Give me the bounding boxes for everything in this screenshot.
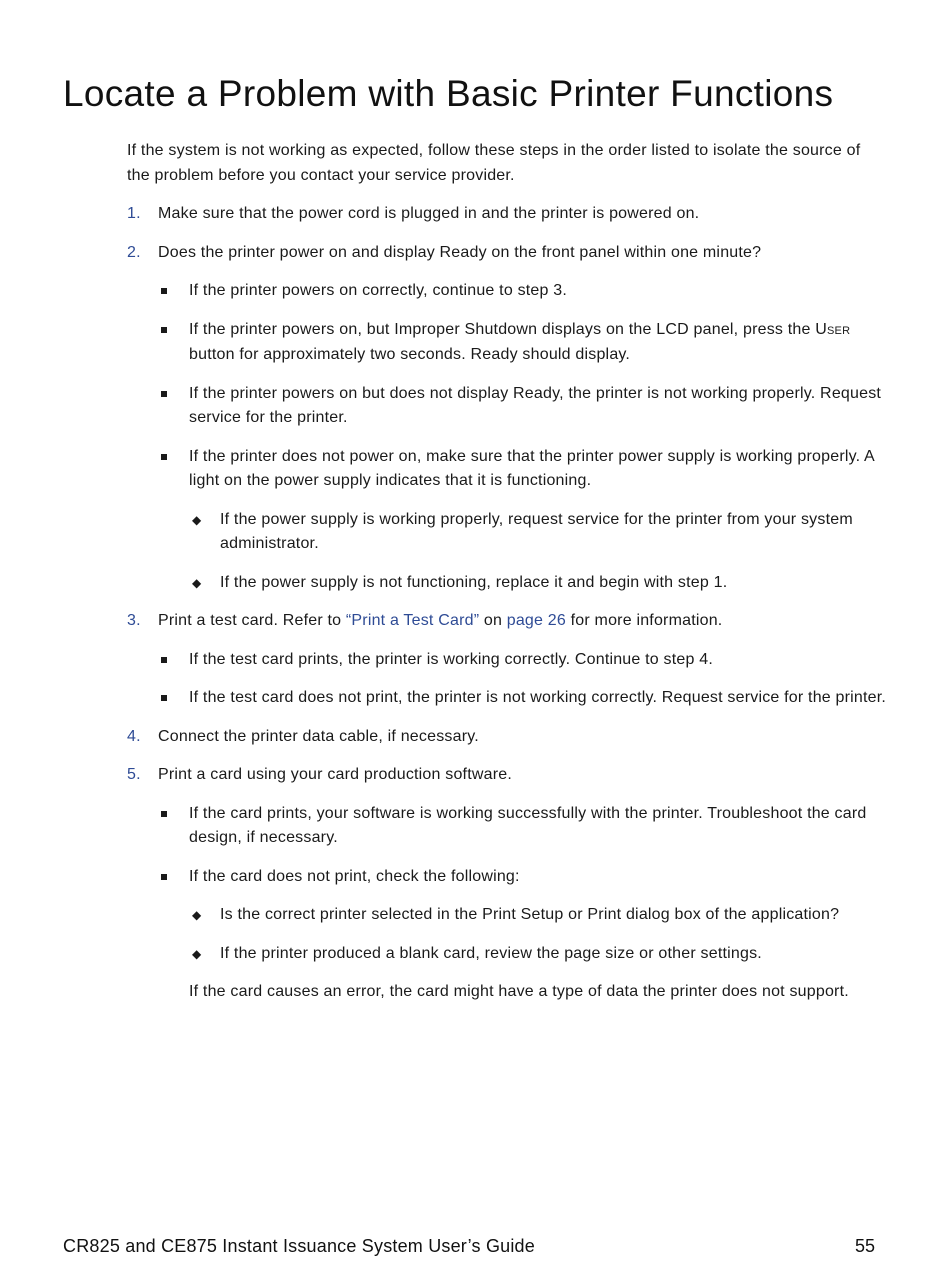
step-text: Connect the printer data cable, if necessary. xyxy=(158,727,479,745)
bullet-item xyxy=(158,802,887,851)
bullet-text: If the card does not print, check the following: xyxy=(189,867,520,885)
bullet-text: If the test card does not print, the printer is not working correctly. Request service for the printer. xyxy=(189,689,887,706)
subbullet-text: Is the correct printer selected in the Print Setup or Print dialog box of the application? xyxy=(220,906,840,923)
footer-document-title: CR825 and CE875 Instant Issuance System User’s Guide xyxy=(63,1236,535,1256)
square-bullet-icon xyxy=(161,695,167,701)
step-2-bullets xyxy=(158,279,887,595)
bullet-text xyxy=(189,321,850,364)
step-text xyxy=(158,612,722,629)
bullet-item xyxy=(158,865,887,1005)
step-text-part: on xyxy=(479,612,507,629)
bullet-text-part: If the printer powers on, but Improper Shutdown displays on the LCD panel, press the xyxy=(189,320,816,338)
subbullet-text: If the power supply is working properly, request service for the printer from your system administrator. xyxy=(220,510,853,552)
main-content xyxy=(127,139,887,1019)
square-bullet-icon xyxy=(161,327,167,333)
step-number: 3. xyxy=(127,612,141,629)
step-number: 4. xyxy=(127,727,141,745)
step-number: 2. xyxy=(127,243,141,261)
step-4 xyxy=(127,725,887,750)
subbullet-text: If the printer produced a blank card, review the page size or other settings. xyxy=(220,944,762,962)
diamond-bullet-icon: ◆ xyxy=(192,575,202,590)
bullet-item xyxy=(158,279,887,304)
bullet-item xyxy=(158,318,887,368)
bullet-text: If the printer does not power on, make sure that the printer power supply is working properly. A light on the power supply indicates that it is functioning. xyxy=(189,447,875,489)
subbullet-item xyxy=(189,508,887,557)
error-note: If the card causes an error, the card might have a type of data the printer does not support. xyxy=(189,983,849,1000)
square-bullet-icon xyxy=(161,811,167,817)
step-2 xyxy=(127,241,887,596)
step-5 xyxy=(127,763,887,1005)
card-check-subbullets xyxy=(189,903,887,966)
step-3-bullets xyxy=(158,648,887,711)
square-bullet-icon xyxy=(161,288,167,294)
footer-page-number: 55 xyxy=(854,1236,875,1256)
step-text-part: for more information. xyxy=(565,612,723,629)
square-bullet-icon xyxy=(161,391,167,397)
user-button-label-initial: U xyxy=(815,320,827,338)
subbullet-item xyxy=(189,571,887,596)
square-bullet-icon xyxy=(161,454,167,460)
bullet-text: If the printer powers on correctly, continue to step 3. xyxy=(189,282,567,299)
power-supply-subbullets xyxy=(189,508,887,596)
step-1 xyxy=(127,202,887,227)
step-3 xyxy=(127,609,887,711)
print-test-card-link[interactable]: “Print a Test Card” xyxy=(345,612,480,629)
subbullet-item xyxy=(189,942,887,967)
subbullet-text: If the power supply is not functioning, replace it and begin with step 1. xyxy=(220,573,728,591)
bullet-text-part: button for approximately two seconds. Ready should display. xyxy=(189,346,631,363)
bullet-text: If the card prints, your software is working successfully with the printer. Troubleshoot the card design, if necessary. xyxy=(189,804,867,846)
step-text: Print a card using your card production software. xyxy=(158,766,512,783)
page-title: Locate a Problem with Basic Printer Functions xyxy=(63,73,834,114)
bullet-item xyxy=(158,648,887,673)
bullet-text: If the printer powers on but does not display Ready, the printer is not working properly. Request service for the printer. xyxy=(189,384,882,426)
step-number: 5. xyxy=(127,766,141,783)
intro-paragraph: If the system is not working as expected, follow these steps in the order listed to isolate the source of the problem before you contact your service provider. xyxy=(127,142,861,184)
step-number: 1. xyxy=(127,205,141,222)
step-text-part: Print a test card. Refer to xyxy=(158,612,346,629)
bullet-item xyxy=(158,382,887,431)
bullet-text: If the test card prints, the printer is working correctly. Continue to step 4. xyxy=(189,650,713,668)
diamond-bullet-icon: ◆ xyxy=(192,512,202,527)
square-bullet-icon xyxy=(161,657,167,663)
subbullet-item xyxy=(189,903,887,928)
square-bullet-icon xyxy=(161,874,167,880)
diamond-bullet-icon: ◆ xyxy=(192,908,202,922)
troubleshooting-steps xyxy=(127,202,887,1005)
step-text: Make sure that the power cord is plugged in and the printer is powered on. xyxy=(158,205,700,222)
step-5-bullets xyxy=(158,802,887,1005)
user-button-label-rest: SER xyxy=(827,324,851,337)
page-26-link[interactable]: page 26 xyxy=(506,612,566,629)
bullet-item xyxy=(158,445,887,596)
bullet-item xyxy=(158,686,887,711)
step-text: Does the printer power on and display Ready on the front panel within one minute? xyxy=(158,243,762,261)
diamond-bullet-icon: ◆ xyxy=(192,946,202,961)
